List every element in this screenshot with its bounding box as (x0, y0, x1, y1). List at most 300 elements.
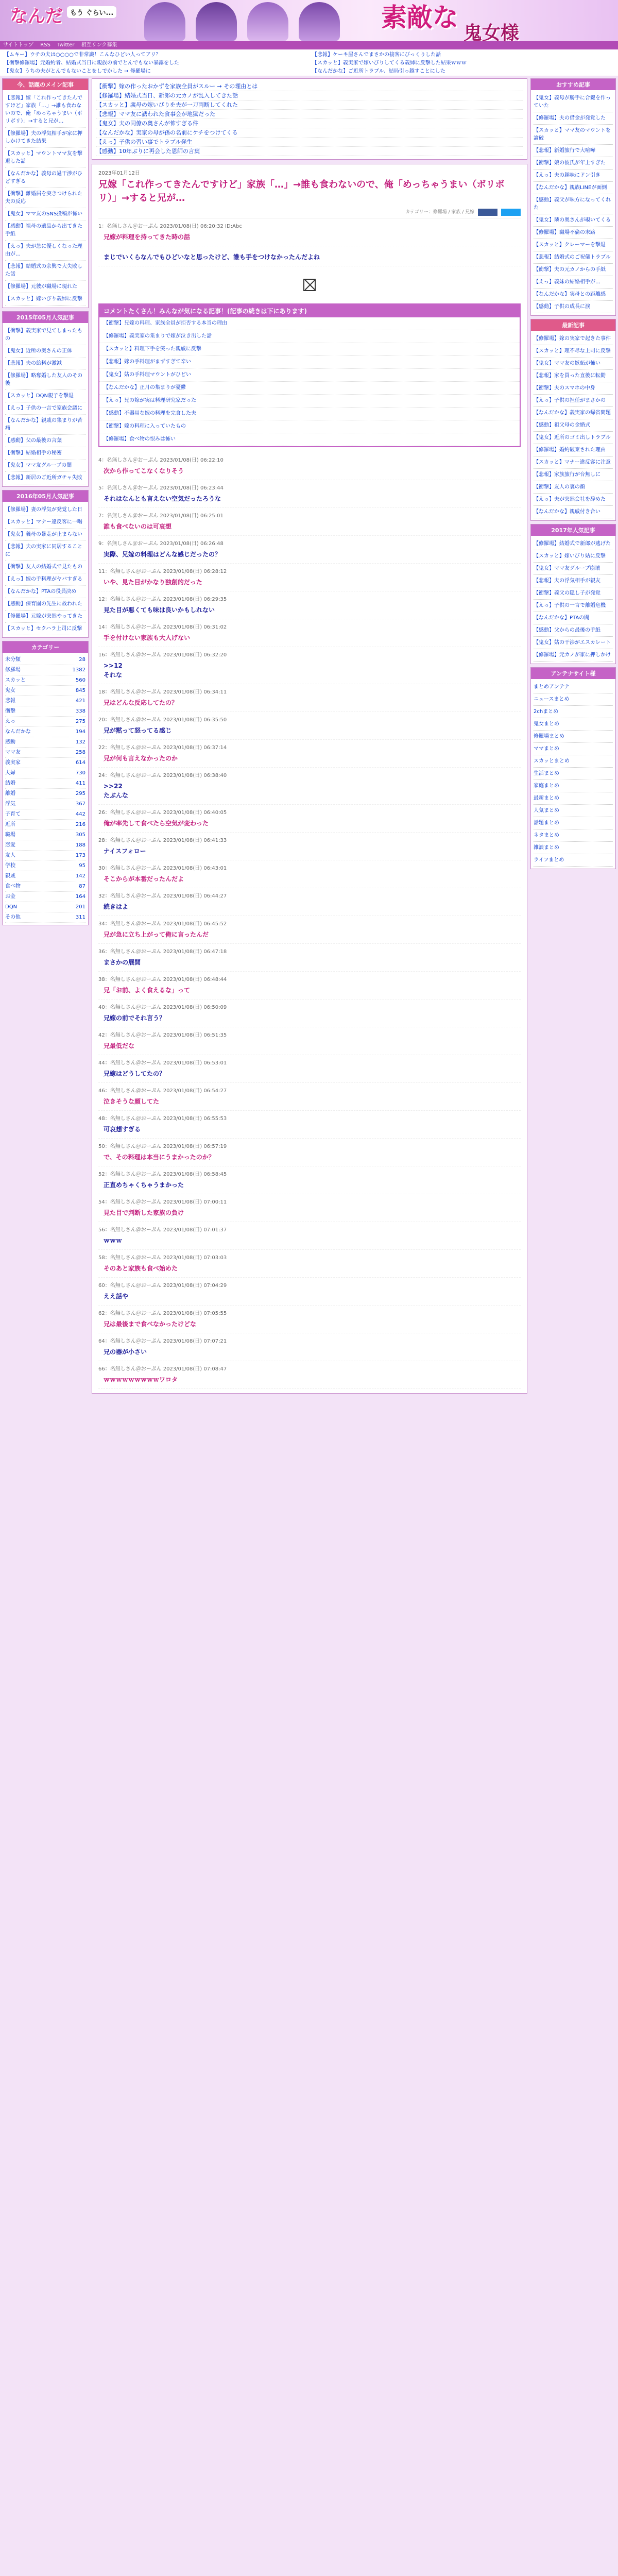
category-name[interactable]: その他 (5, 914, 21, 920)
response-header: 16：名無しさん＠おーぷん 2023/01/08(日) 06:32:20 (98, 652, 227, 658)
response-body: まさかの展開 (104, 958, 141, 966)
article-link[interactable]: 【悲報】結婚式のご祝儀トラブル (534, 251, 613, 264)
article-link[interactable]: 【鬼女】姑の干渉がエスカレート (534, 637, 613, 649)
category-item[interactable] (5, 748, 85, 758)
article-link[interactable]: 【修羅場】結婚式で新郎が逃げた (534, 538, 613, 550)
category-name[interactable]: 衝撃 (5, 708, 15, 714)
article-link[interactable]: 【衝撃】友人の結婚式で見たもの (5, 561, 85, 573)
article-link[interactable]: 【衝撃】夫のスマホの中身 (534, 382, 613, 395)
response-body: 実際、兄嫁の料理はどんな感じだったの？ (104, 550, 221, 558)
category-count: 95 (79, 863, 85, 869)
box-body (531, 536, 615, 664)
category-item[interactable] (5, 758, 85, 768)
article-link[interactable]: 【修羅場】嫁の実家で起きた事件 (534, 333, 613, 345)
response-body: 続きはよ (104, 903, 129, 910)
category-name[interactable]: 離婚 (5, 791, 15, 796)
category-item[interactable] (5, 778, 85, 789)
twitter-share-button[interactable] (501, 209, 521, 216)
article-link[interactable]: 【鬼女】ママ友グループの闇 (5, 460, 85, 472)
response-header: 48：名無しさん＠おーぷん 2023/01/08(日) 06:55:53 (98, 1115, 227, 1122)
response-item (98, 619, 521, 647)
recommend-link[interactable]: 【鬼女】姑の手料理マウントがひどい (99, 369, 520, 382)
category-count: 311 (75, 914, 85, 920)
antenna-box (530, 667, 616, 869)
response-body: 可哀想すぎる (104, 1125, 141, 1133)
response-body: ナイスフォロー (104, 847, 146, 855)
ticker-link[interactable]: 【ムキー】ウチの夫は○○○○で非常識！こんなひどい人ってアリ？ (4, 52, 161, 58)
broken-image-icon (303, 279, 316, 291)
article-link[interactable]: 【鬼女】義母が勝手に合鍵を作っていた (534, 92, 613, 112)
article-link[interactable]: 2chまとめ (534, 706, 613, 718)
response-body: それはなんとも言えない空気だったろうな (104, 495, 221, 502)
category-item[interactable] (5, 706, 85, 717)
category-name[interactable]: 子育て (5, 811, 21, 817)
category-item[interactable] (5, 882, 85, 892)
right-box-2017 (530, 524, 616, 664)
article-link[interactable]: 【スカッと】クレーマーを撃退 (534, 239, 613, 251)
character-illustration (299, 2, 340, 41)
category-item[interactable] (5, 871, 85, 882)
response-header: 14：名無しさん＠おーぷん 2023/01/08(日) 06:31:02 (98, 624, 227, 630)
article-link[interactable]: 人気まとめ (534, 805, 613, 817)
article-link[interactable]: 【えっ】嫁の手料理がヤバすぎる (5, 573, 85, 586)
article-link[interactable]: 【スカッと】マウントママ友を撃退した話 (5, 148, 85, 168)
response-body: 手を付けない家族も大人げない (104, 634, 191, 641)
article-link[interactable]: 【修羅場】夫の借金が発覚した (534, 112, 613, 125)
article-link[interactable]: 鬼女まとめ (534, 718, 613, 731)
response-item (98, 805, 521, 833)
box-body (3, 323, 88, 486)
category-item[interactable] (5, 840, 85, 851)
category-name[interactable]: 学校 (5, 863, 15, 869)
article-link[interactable]: 修羅場まとめ (534, 731, 613, 743)
article-link[interactable]: 【スカッと】マナー違反客に注意 (534, 456, 613, 469)
category-item[interactable] (5, 820, 85, 830)
category-name[interactable]: 義実家 (5, 760, 21, 766)
category-item[interactable] (5, 737, 85, 748)
ticker-link[interactable]: 【なんだかな】ご近所トラブル、結局引っ越すことにした (312, 69, 445, 74)
recommend-link[interactable]: 【えっ】兄の嫁が実は料理研究家だった (99, 395, 520, 408)
response-header: 4：名無しさん＠おーぷん 2023/01/08(日) 06:22:10 (98, 457, 224, 463)
recommend-link[interactable]: 【スカッと】料理下手を笑った親戚に反撃 (99, 343, 520, 356)
category-item[interactable] (5, 768, 85, 778)
article-link[interactable]: 【悲報】夫の浮気相手が親友 (534, 575, 613, 587)
article-title[interactable]: 兄嫁「これ作ってきたんですけど」家族「…」→誰も食わないので、俺「めっちゃうまい（ボリボリ）」→すると兄が… (98, 179, 505, 204)
category-item[interactable] (5, 902, 85, 912)
response-body: 兄「お前、よく食えるな」って (104, 986, 191, 994)
response-header: 66：名無しさん＠おーぷん 2023/01/08(日) 07:08:47 (98, 1366, 227, 1372)
response-header: 54：名無しさん＠おーぷん 2023/01/08(日) 07:00:11 (98, 1199, 227, 1205)
article-link[interactable]: 【鬼女】ママ友グループ崩壊 (534, 563, 613, 575)
response-body: 俺が率先して食べたら空気が変わった (104, 819, 209, 827)
left-box-2016 (2, 490, 89, 638)
response-body: で、その料理は本当にうまかったのか？ (104, 1153, 215, 1161)
response-item (98, 712, 521, 740)
category-name[interactable]: 結婚 (5, 781, 15, 786)
article-link[interactable]: 【衝撃】夫の元カノからの手紙 (534, 264, 613, 276)
nav-item[interactable]: RSS (40, 42, 50, 48)
article-link[interactable]: 【衝撃】義父の隠し子が発覚 (534, 587, 613, 600)
response-header: 12：名無しさん＠おーぷん 2023/01/08(日) 06:29:35 (98, 596, 227, 602)
recommend-link[interactable]: 【修羅場】義実家の集まりで嫁が泣き出した話 (99, 330, 520, 343)
category-count: 411 (75, 781, 85, 786)
article-link[interactable]: 【感動】父からの最後の手紙 (534, 624, 613, 637)
article-link[interactable]: ネタまとめ (534, 829, 613, 842)
article-link[interactable]: 【修羅場】元嫁が突然やってきた (5, 611, 85, 623)
article-link[interactable]: 【なんだかな】義母の過干渉がひどすぎる (5, 168, 85, 188)
response-body: 兄嫁はどうしてたの？ (104, 1070, 166, 1077)
category-count: 188 (75, 842, 85, 848)
article-link[interactable]: 【悲報】家族旅行が台無しに (534, 469, 613, 481)
article-link[interactable]: 【鬼女】義母の暴走が止まらない (5, 529, 85, 541)
category-name[interactable]: なんだかな (5, 729, 31, 735)
category-item[interactable] (5, 696, 85, 706)
article-link[interactable]: 【えっ】子供の担任がまさかの (534, 395, 613, 407)
article-link[interactable]: 【衝撃】結婚相手の秘密 (5, 447, 85, 460)
character-illustration (247, 2, 288, 41)
article-link[interactable]: 【悲報】新婚旅行で大喧嘩 (534, 145, 613, 157)
article-link[interactable]: 話題まとめ (534, 817, 613, 829)
response-item (98, 1222, 521, 1250)
category-item[interactable] (5, 830, 85, 840)
category-item[interactable] (5, 789, 85, 799)
response-header: 50：名無しさん＠おーぷん 2023/01/08(日) 06:57:19 (98, 1143, 227, 1149)
category-item[interactable] (5, 809, 85, 820)
article-link[interactable]: 【衝撃】友人の裏の顔 (534, 481, 613, 494)
featured-link[interactable]: 【えっ】子供の習い事でトラブル発生 (96, 138, 523, 147)
article-link[interactable]: 【悲報】夫の給料が激減 (5, 358, 85, 370)
box-heading: 最新記事 (531, 319, 615, 331)
article-link[interactable]: ライフまとめ (534, 854, 613, 867)
category-name[interactable]: DQN (5, 904, 18, 910)
right-box-recommend (530, 78, 616, 316)
article-link[interactable]: 【悲報】新居のご近所ガチャ失敗 (5, 472, 85, 484)
response-body: まじでいくらなんでもひどいなと思ったけど、誰も手をつけなかったんだよね (104, 253, 320, 261)
article-link[interactable]: 【衝撃】義実家で見てしまったもの (5, 325, 85, 345)
box-heading: 2016年05月人気記事 (3, 490, 88, 502)
site-title-2[interactable]: 鬼女様 (464, 22, 520, 41)
article-link[interactable]: 【スカッと】ママ友のマウントを論破 (534, 125, 613, 145)
logo-big-text: なんだ (10, 6, 63, 27)
category-count: 614 (75, 760, 85, 766)
response-item (98, 944, 521, 972)
nav-item[interactable]: 相互リンク募集 (81, 42, 117, 48)
featured-link[interactable]: 【悲報】ママ友に誘われた食事会が地獄だった (96, 110, 523, 119)
category-name[interactable]: 夫婦 (5, 770, 15, 776)
response-header: 52：名無しさん＠おーぷん 2023/01/08(日) 06:58:45 (98, 1171, 227, 1177)
category-item[interactable] (5, 892, 85, 902)
article-category[interactable]: カテゴリー：修羅場 / 家族 / 兄嫁 (405, 210, 475, 215)
response-header: 44：名無しさん＠おーぷん 2023/01/08(日) 06:53:01 (98, 1060, 227, 1066)
article-link[interactable]: 【修羅場】妻の浮気が発覚した日 (5, 504, 85, 516)
recommend-link[interactable]: 【修羅場】食べ物の恨みは怖い (99, 433, 520, 446)
response-item (98, 1333, 521, 1361)
ticker-link[interactable]: 【悲報】ケーキ屋さんでまさかの接客にびっくりした話 (312, 52, 441, 58)
response-body: 見た目が悪くても味は良いかもしれない (104, 606, 215, 614)
box-heading: アンテナサイト様 (531, 668, 615, 679)
response-header: 40：名無しさん＠おーぷん 2023/01/08(日) 06:50:09 (98, 1004, 227, 1010)
category-name[interactable]: 職場 (5, 832, 15, 838)
category-count: 258 (75, 750, 85, 755)
article-link[interactable]: ママまとめ (534, 743, 613, 755)
article-link[interactable]: 【えっ】義妹の結婚相手が… (534, 276, 613, 289)
recommend-link[interactable]: 【衝撃】兄嫁の料理、家族全員が拒否する本当の理由 (99, 317, 520, 330)
article-link[interactable]: 生活まとめ (534, 768, 613, 780)
featured-link[interactable]: 【衝撃】嫁の作ったおかずを家族全員がスルー → その理由とは (96, 82, 523, 91)
character-illustration (196, 2, 237, 41)
response-body: ええ話や (104, 1292, 129, 1300)
response-item (98, 1250, 521, 1278)
response-body: 兄は最後まで食べなかったけどな (104, 1320, 197, 1328)
article-link[interactable]: 【鬼女】ママ友の嫉妬が怖い (534, 358, 613, 370)
category-item[interactable] (5, 727, 85, 737)
response-item (98, 768, 521, 805)
category-item[interactable] (5, 655, 85, 665)
article-link[interactable]: 【なんだかな】PTAの役員決め (5, 586, 85, 598)
article-link[interactable]: 【スカッと】マナー違反客に一喝 (5, 516, 85, 529)
category-name[interactable]: 恋愛 (5, 842, 15, 848)
response-body: 誰も食べないのは可哀想 (104, 522, 172, 530)
response-body: 兄はどんな反応してたの？ (104, 699, 178, 706)
article-link[interactable]: 雑談まとめ (534, 842, 613, 854)
article-date: 2023年01月12日 (98, 171, 140, 176)
response-body: 兄の器が小さい (104, 1348, 147, 1355)
article-link[interactable]: 【衝撃】娘の彼氏が年上すぎた (534, 157, 613, 170)
category-count: 216 (75, 822, 85, 827)
recommend-box (98, 303, 521, 447)
article-link[interactable]: 【感動】保育園の先生に救われた (5, 598, 85, 611)
response-item (98, 218, 521, 246)
featured-link[interactable]: 【鬼女】夫の同僚の奥さんが怖すぎる件 (96, 119, 523, 128)
article-link[interactable]: 【スカッと】理不尽な上司に反撃 (534, 345, 613, 358)
response-body: そのあと家族も食べ始めた (104, 1264, 178, 1272)
response-header: 32：名無しさん＠おーぷん 2023/01/08(日) 06:44:27 (98, 893, 227, 899)
response-header: 11：名無しさん＠おーぷん 2023/01/08(日) 06:28:12 (98, 568, 227, 574)
ticker-link[interactable]: 【スカッと】義実家で嫁いびりしてくる義姉に反撃した結果ｗｗｗ (312, 60, 467, 66)
response-header: 26：名無しさん＠おーぷん 2023/01/08(日) 06:40:05 (98, 809, 227, 816)
article-link[interactable]: 【えっ】夫の趣味にドン引き (534, 170, 613, 182)
article-link[interactable]: ニュースまとめ (534, 693, 613, 706)
article-link[interactable]: 【修羅場】元彼が職場に現れた (5, 281, 85, 293)
article-link[interactable]: 【修羅場】婚約破棄された理由 (534, 444, 613, 456)
article-link[interactable]: 【スカッと】嫁いびり姑に反撃 (534, 550, 613, 563)
category-count: 164 (75, 894, 85, 900)
article-link[interactable]: 【修羅場】略奪婚した友人のその後 (5, 370, 85, 390)
response-list (98, 452, 521, 1389)
category-item[interactable] (5, 686, 85, 696)
response-item (98, 1306, 521, 1333)
article-link[interactable]: 【なんだかな】義実家の帰省問題 (534, 407, 613, 419)
category-item[interactable] (5, 799, 85, 809)
category-name[interactable]: 未分類 (5, 657, 21, 663)
site-logo[interactable] (10, 2, 134, 39)
main-content (92, 78, 527, 1394)
category-count: 87 (79, 884, 85, 889)
response-body: 正直めちゃくちゃうまかった (104, 1181, 184, 1189)
article-link[interactable]: 【えっ】子供の一言で家族会議に (5, 402, 85, 415)
response-header: 20：名無しさん＠おーぷん 2023/01/08(日) 06:35:50 (98, 717, 227, 723)
left-sidebar (2, 78, 89, 928)
category-name[interactable]: スカッと (5, 677, 26, 683)
featured-link[interactable]: 【修羅場】結婚式当日、新郎の元カノが乱入してきた話 (96, 91, 523, 100)
response-item (98, 1139, 521, 1166)
featured-link[interactable]: 【スカッと】義母の嫁いびりを夫が一刀両断してくれた (96, 100, 523, 110)
response-item (98, 452, 521, 480)
article-link[interactable]: 【鬼女】隣の奥さんが覗いてくる (534, 214, 613, 227)
article-link[interactable]: 最新まとめ (534, 792, 613, 805)
article-link[interactable]: 【えっ】子供の一言で離婚危機 (534, 600, 613, 612)
box-heading: 2015年05月人気記事 (3, 312, 88, 323)
response-item (98, 647, 521, 684)
article-link[interactable]: 【なんだかな】PTAの闇 (534, 612, 613, 624)
response-body: 次から作ってこなくなりそう (104, 467, 184, 474)
article-link[interactable]: 【修羅場】職場不倫の末路 (534, 227, 613, 239)
article-link[interactable]: 【悲報】嫁「これ作ってきたんですけど」家族「…」→誰も食わないので、俺「めっちゃうまい（ボリボリ）」→すると兄が… (5, 92, 85, 128)
category-item[interactable] (5, 717, 85, 727)
featured-link[interactable]: 【なんだかな】実家の母が孫の名前にケチをつけてくる (96, 128, 523, 138)
category-count: 845 (75, 688, 85, 693)
category-item[interactable] (5, 912, 85, 923)
response-item (98, 591, 521, 619)
article-link[interactable]: 【悲報】夫の実家に同居することに (5, 541, 85, 561)
response-header: 22：名無しさん＠おーぷん 2023/01/08(日) 06:37:14 (98, 744, 227, 751)
response-item (98, 860, 521, 888)
response-header: 18：名無しさん＠おーぷん 2023/01/08(日) 06:34:11 (98, 689, 227, 695)
response-body: 兄が急に立ち上がって俺に言ったんだ (104, 930, 209, 938)
response-body: 兄が何も言えなかったのか (104, 754, 178, 762)
top-nav (0, 41, 618, 49)
article-meta (98, 208, 521, 218)
article-link[interactable]: 【なんだかな】親戚の集まりが苦痛 (5, 415, 85, 435)
category-count: 442 (75, 811, 85, 817)
category-item[interactable] (5, 665, 85, 675)
article-link[interactable]: 【感動】祖母の遺品から出てきた手紙 (5, 221, 85, 241)
response-item (98, 246, 521, 266)
article-link[interactable]: 【悲報】結婚式の余興で大失敗した話 (5, 261, 85, 281)
response-list-top (98, 218, 521, 266)
box-body (531, 331, 615, 520)
category-name[interactable]: 鬼女 (5, 688, 15, 693)
article-link[interactable]: 【悲報】家を買った直後に転勤 (534, 370, 613, 382)
response-header: 28：名無しさん＠おーぷん 2023/01/08(日) 06:41:33 (98, 837, 227, 843)
article-link[interactable]: 【鬼女】近所の奥さんの正体 (5, 345, 85, 358)
site-header (0, 0, 618, 41)
category-name[interactable]: お金 (5, 894, 15, 900)
article-link[interactable]: 【感動】父の最後の言葉 (5, 435, 85, 447)
response-header: 60：名無しさん＠おーぷん 2023/01/08(日) 07:04:29 (98, 1282, 227, 1289)
recommend-link[interactable]: 【なんだかな】正月の集まりが憂鬱 (99, 382, 520, 395)
response-item (98, 480, 521, 508)
recommend-link[interactable]: 【感動】不器用な嫁の料理を完食した夫 (99, 408, 520, 420)
response-header: 36：名無しさん＠おーぷん 2023/01/08(日) 06:47:18 (98, 948, 227, 955)
category-name[interactable]: 修羅場 (5, 667, 21, 673)
category-count: 1382 (72, 667, 85, 673)
recommend-heading: コメントたくさん！みんなが気になる記事！(記事の続きは下にあります) (99, 304, 520, 317)
response-body: そこからが本番だったんだよ (104, 875, 184, 883)
ticker-link[interactable]: 【衝撃修羅場】元婚約者、結婚式当日に親族の前でとんでもない暴露をした (4, 60, 179, 66)
article-link[interactable]: 【修羅場】元カノが家に押しかけ (534, 649, 613, 662)
article-link[interactable]: 【スカッと】DQN親子を撃退 (5, 390, 85, 402)
response-header: 9：名無しさん＠おーぷん 2023/01/08(日) 06:26:48 (98, 540, 224, 547)
category-count: 367 (75, 801, 85, 807)
category-item[interactable] (5, 851, 85, 861)
featured-links (92, 78, 527, 160)
recommend-link[interactable]: 【悲報】嫁の手料理がまずすぎて辛い (99, 356, 520, 369)
category-list (3, 653, 88, 925)
category-name[interactable]: 感動 (5, 739, 15, 745)
category-item[interactable] (5, 675, 85, 686)
header-illustration (139, 0, 355, 41)
article-link[interactable]: 【なんだかな】実母との距離感 (534, 289, 613, 301)
featured-link[interactable]: 【感動】10年ぶりに再会した恩師の言葉 (96, 147, 523, 156)
ticker-link[interactable]: 【鬼女】うちの夫がとんでもないことをしでかした → 修羅場に (4, 69, 151, 74)
response-body: ｗｗｗ (104, 1236, 123, 1244)
facebook-share-button[interactable] (478, 209, 497, 216)
box-body (531, 90, 615, 315)
article-link[interactable]: まとめアンテナ (534, 681, 613, 693)
article-link[interactable]: 【スカッと】セクハラ上司に反撃 (5, 623, 85, 635)
category-count: 305 (75, 832, 85, 838)
article-link[interactable]: 【鬼女】ママ友のSNS投稿が怖い (5, 208, 85, 221)
article-link[interactable]: 家庭まとめ (534, 780, 613, 792)
category-name[interactable]: 近所 (5, 822, 15, 827)
response-item (98, 972, 521, 999)
category-count: 421 (75, 698, 85, 704)
recommend-link[interactable]: 【衝撃】嫁の料理に入っていたもの (99, 420, 520, 433)
right-box-latest (530, 319, 616, 521)
response-header: 56：名無しさん＠おーぷん 2023/01/08(日) 07:01:37 (98, 1227, 227, 1233)
nav-item[interactable]: サイトトップ (3, 42, 33, 48)
response-item (98, 1194, 521, 1222)
category-name[interactable]: えっ (5, 719, 15, 724)
article-link[interactable]: 【なんだかな】親戚付き合い (534, 506, 613, 518)
category-name[interactable]: ママ友 (5, 750, 21, 755)
category-item[interactable] (5, 861, 85, 871)
response-header: 1：名無しさん＠おーぷん 2023/01/08(日) 06:20:32 ID:Abc (98, 223, 242, 229)
article-link[interactable]: 【なんだかな】親族LINEが面倒 (534, 182, 613, 194)
category-count: 194 (75, 729, 85, 735)
nav-item[interactable]: Twitter (57, 42, 75, 48)
article-link[interactable]: 【感動】子供の成長に涙 (534, 301, 613, 313)
article-link[interactable]: 【えっ】夫が急に優しくなった理由が… (5, 241, 85, 261)
right-sidebar (530, 78, 616, 872)
response-body: 兄嫁が料理を持ってきた時の話 (104, 233, 191, 241)
article-link[interactable]: 【修羅場】夫の浮気相手が家に押しかけてきた結果 (5, 128, 85, 148)
article-link[interactable]: 【感動】祖父母の金婚式 (534, 419, 613, 432)
category-name[interactable]: 食べ物 (5, 884, 21, 889)
article-link[interactable]: 【スカッと】嫁いびり義姉に反撃 (5, 293, 85, 306)
character-illustration (144, 2, 185, 41)
ticker-right (312, 51, 611, 76)
article-link[interactable]: 【衝撃】離婚届を突きつけられた夫の反応 (5, 188, 85, 208)
response-header: 7：名無しさん＠おーぷん 2023/01/08(日) 06:25:01 (98, 513, 224, 519)
category-name[interactable]: 浮気 (5, 801, 15, 807)
article-link[interactable]: 【えっ】夫が突然会社を辞めた (534, 494, 613, 506)
category-name[interactable]: 友人 (5, 853, 15, 858)
category-count: 560 (75, 677, 85, 683)
response-item (98, 684, 521, 712)
article-link[interactable]: 【感動】義父が味方になってくれた (534, 194, 613, 214)
response-item (98, 740, 521, 768)
response-header: 38：名無しさん＠おーぷん 2023/01/08(日) 06:48:44 (98, 976, 227, 982)
category-name[interactable]: 悲報 (5, 698, 15, 704)
category-name[interactable]: 親戚 (5, 873, 15, 879)
category-count: 28 (79, 657, 85, 663)
article-link[interactable]: スカッとまとめ (534, 755, 613, 768)
site-title[interactable]: 素敵な (381, 2, 458, 32)
article-link[interactable]: 【鬼女】近所のゴミ出しトラブル (534, 432, 613, 444)
box-heading: カテゴリー (3, 641, 88, 653)
